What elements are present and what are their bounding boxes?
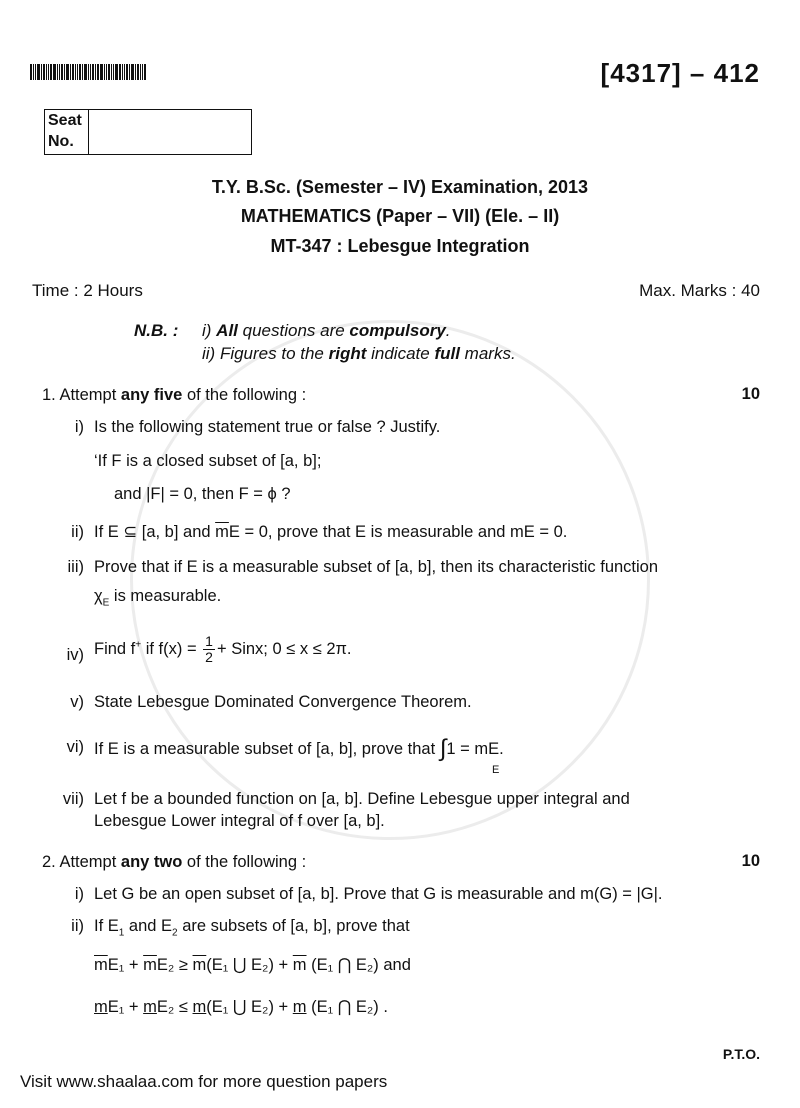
q2-ii-b: and E <box>124 917 173 935</box>
seat-number-field <box>89 110 251 154</box>
q1-vii-text: Let f be a bounded function on [a, b]. Define Lebesgue upper integral and <box>94 790 630 808</box>
barcode-bar <box>131 64 134 80</box>
q1-ii-num: ii) <box>71 523 84 541</box>
eq1-r2: E₂ ≥ <box>156 956 193 974</box>
q1-post: of the following : <box>182 386 307 404</box>
barcode-bar <box>115 64 118 80</box>
eq2-r3: (E₁ ⋃ E₂) + <box>206 998 293 1016</box>
q1-vi-a: If E is a measurable subset of [a, b], prove that <box>94 740 440 758</box>
barcode-bar <box>113 64 114 80</box>
eq1-r4: (E₁ ⋂ E₂) <box>306 956 379 974</box>
eq2-m2: m <box>143 998 157 1016</box>
q2-post: of the following : <box>182 853 307 871</box>
barcode-bar <box>142 64 143 80</box>
seat-label-line2: No. <box>48 133 74 150</box>
barcode-bar <box>35 64 36 80</box>
eq1-m2: $\overline{m}$ <box>143 956 157 974</box>
seat-label <box>45 110 89 154</box>
instr1-mid: questions are <box>237 321 350 340</box>
paper-code: [4317] – 412 <box>600 58 760 88</box>
barcode-bar <box>144 64 146 80</box>
q1-ii-m: $\overline{m}$ <box>215 523 229 541</box>
q2-ii-sub2: 2 <box>172 927 178 939</box>
q1-v-num: v) <box>70 693 84 711</box>
integral-icon: ∫ <box>439 735 447 762</box>
q1-marks: 10 <box>741 385 760 403</box>
eq1-and: and <box>378 956 411 974</box>
fraction-half <box>203 634 215 665</box>
barcode-bar <box>135 64 136 80</box>
instr2-bold1: right <box>328 344 367 363</box>
q1-ii-b: E = 0 <box>228 523 268 541</box>
q2-marks: 10 <box>741 852 760 870</box>
barcode-bar <box>30 64 32 80</box>
instr1-end: . <box>445 321 451 340</box>
instr1-pre: i) <box>202 321 217 340</box>
eq2-m3: m <box>192 998 207 1016</box>
q1-number: 1. <box>42 386 56 404</box>
barcode-bar <box>88 64 89 80</box>
barcode-bar <box>95 64 96 80</box>
barcode-bar <box>75 64 76 80</box>
seat-number-box <box>44 109 252 155</box>
eq1-r1: E₁ + <box>107 956 144 974</box>
barcode-bar <box>33 64 34 80</box>
q1-iv-c: + Sinx; 0 ≤ x ≤ 2π. <box>216 639 352 658</box>
q2-i-num: i) <box>74 885 84 903</box>
q1-iii-num: iii) <box>67 558 84 576</box>
barcode-bar <box>126 64 128 80</box>
q2-number: 2. <box>42 853 56 871</box>
barcode-bar <box>57 64 58 80</box>
barcode-bar <box>70 64 71 80</box>
q1-ii-a: If E ⊆ [a, b] and <box>94 523 216 541</box>
barcode-bar <box>37 64 40 80</box>
q1-i-text: Is the following statement true or false ? Justify. <box>94 418 441 436</box>
q1-iv-sup: + <box>135 639 142 651</box>
q1-iv-num: iv) <box>66 646 84 664</box>
paper-title: MT-347 : Lebesgue Integration <box>270 236 530 256</box>
barcode-bar <box>79 64 81 80</box>
q1-iii-rest: is measurable. <box>109 587 222 605</box>
eq1-m4: $\overline{m}$ <box>292 956 307 974</box>
barcode-bar <box>50 64 52 80</box>
barcode-bar <box>66 64 69 80</box>
chi-symbol: χ <box>94 587 103 605</box>
eq2-r4: (E₁ ⋂ E₂) . <box>306 998 388 1016</box>
q1-vii-text2: Lebesgue Lower integral of f over [a, b]. <box>94 812 385 830</box>
q1-ii-text <box>94 522 567 542</box>
frac-denominator: 2 <box>205 649 213 665</box>
q1-iv-a: Find f <box>94 639 136 658</box>
q1-iv-text <box>94 634 351 665</box>
q1-vi-text: If E is a measurable subset of [a, b], prove that ∫1 = mE. <box>94 735 504 762</box>
frac-numerator: 1 <box>205 633 213 649</box>
instr1-bold2: compulsory <box>349 321 446 340</box>
eq2-m4: m <box>292 998 307 1016</box>
pto-note: P.T.O. <box>722 1046 760 1062</box>
instruction-1 <box>202 321 451 341</box>
barcode-bar <box>46 64 47 80</box>
barcode-bar <box>64 64 65 80</box>
barcode-bar <box>104 64 105 80</box>
eq2-r2: E₂ ≤ <box>156 998 193 1016</box>
q2-bold: any two <box>120 853 183 871</box>
barcode-bar <box>124 64 125 80</box>
instr2-end: marks. <box>459 344 516 363</box>
barcode-bar <box>53 64 56 80</box>
barcode-bar <box>59 64 60 80</box>
barcode <box>30 64 182 80</box>
nb-label: N.B. : <box>134 321 179 340</box>
q2-i-text: Let G be an open subset of [a, b]. Prove that G is measurable and m(G) = |G|. <box>94 885 663 903</box>
instruction-2 <box>202 344 516 364</box>
seat-label-line1: Seat <box>48 112 82 129</box>
eq1-m3: $\overline{m}$ <box>192 956 207 974</box>
q1-v-text: State Lebesgue Dominated Convergence Theorem. <box>94 693 472 711</box>
barcode-bar <box>61 64 63 80</box>
instr2-pre: ii) Figures to the <box>202 344 329 363</box>
barcode-bar <box>122 64 123 80</box>
barcode-bar <box>77 64 78 80</box>
q2-pre: Attempt <box>59 853 121 871</box>
subject-title: MATHEMATICS (Paper – VII) (Ele. – II) <box>240 206 560 226</box>
time-duration: Time : 2 Hours <box>32 281 143 300</box>
eq1-r3: (E₁ ⋃ E₂) + <box>206 956 293 974</box>
equation-upper <box>94 955 411 975</box>
instr2-mid: indicate <box>366 344 435 363</box>
q1-iv-b: if f(x) = <box>141 639 202 658</box>
q1-vi-num: vi) <box>66 738 84 756</box>
barcode-bar <box>137 64 139 80</box>
eq1-m1: $\overline{m}$ <box>94 956 108 974</box>
instr2-bold2: full <box>434 344 460 363</box>
footer-note: Visit www.shaalaa.com for more question papers <box>20 1072 388 1091</box>
barcode-bar <box>41 64 42 80</box>
q2-ii-text <box>94 916 410 943</box>
exam-title: T.Y. B.Sc. (Semester – IV) Examination, 2013 <box>211 177 589 197</box>
q1-ii-c: , prove that E is measurable and mE = 0. <box>267 523 568 541</box>
barcode-bar <box>72 64 74 80</box>
q2-ii-sub1: 1 <box>118 927 125 939</box>
q1-pre: Attempt <box>59 386 121 404</box>
q1-heading <box>42 385 306 405</box>
q1-i-quote2: and |F| = 0, then F = ϕ ? <box>114 485 291 503</box>
barcode-bar <box>140 64 141 80</box>
barcode-bar <box>119 64 121 80</box>
barcode-bar <box>108 64 110 80</box>
instr1-bold1: All <box>216 321 238 340</box>
q1-iii-text: Prove that if E is a measurable subset of [a, b], then its characteristic function <box>94 558 659 576</box>
q2-heading <box>42 852 306 872</box>
q1-i-quote1: ‘If F is a closed subset of [a, b]; <box>94 452 322 470</box>
chi-subscript: E <box>102 597 110 609</box>
barcode-bar <box>129 64 130 80</box>
q1-vii-num: vii) <box>62 790 84 808</box>
integral-subscript: E <box>492 764 500 776</box>
barcode-bar <box>48 64 49 80</box>
q1-bold: any five <box>120 386 183 404</box>
q1-i-num: i) <box>74 418 84 436</box>
max-marks: Max. Marks : 40 <box>639 281 760 300</box>
eq2-m1: m <box>94 998 108 1016</box>
barcode-bar <box>84 64 87 80</box>
barcode-bar <box>82 64 83 80</box>
q2-ii-a: If E <box>94 917 119 935</box>
q2-ii-c: are subsets of [a, b], prove that <box>177 917 410 935</box>
q1-iii-text2 <box>94 586 221 613</box>
barcode-bar <box>92 64 94 80</box>
barcode-bar <box>111 64 112 80</box>
barcode-bar <box>97 64 99 80</box>
q2-ii-num: ii) <box>71 917 84 935</box>
barcode-bar <box>43 64 45 80</box>
barcode-bar <box>90 64 91 80</box>
equation-lower <box>94 997 388 1017</box>
eq2-r1: E₁ + <box>107 998 144 1016</box>
barcode-bar <box>106 64 107 80</box>
barcode-bar <box>100 64 103 80</box>
q1-vi-expr: 1 = mE <box>446 740 500 758</box>
